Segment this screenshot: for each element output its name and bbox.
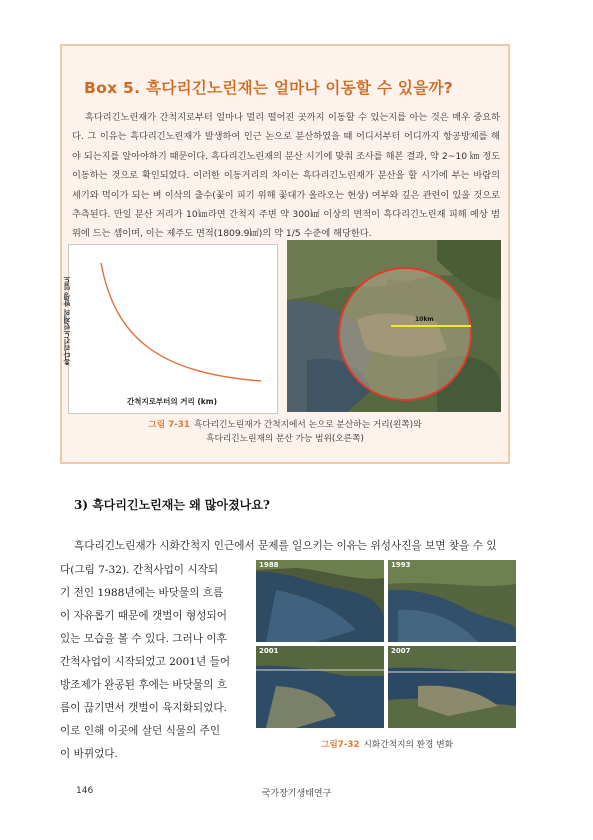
chart-x-label: 간척지로부터의 거리 (km) — [126, 397, 218, 406]
figure-7-31-caption — [60, 418, 510, 446]
map-scale-label: 10km — [415, 316, 434, 323]
body-line: 흑다리긴노린재가 시화간척지 인근에서 문제를 일으키는 이유는 위성사진을 보면 찾을 수 있 — [74, 540, 497, 552]
satellite-image-1988 — [256, 560, 384, 642]
aerial-photo-dispersal-range — [287, 240, 501, 412]
body-line: 이 바뀌었다. — [60, 748, 118, 760]
year-label: 1988 — [259, 561, 279, 569]
body-line: 름이 끊기면서 갯벌이 육지화되었다. — [60, 702, 227, 714]
year-label: 1993 — [391, 561, 411, 569]
body-line: 이로 인해 이곳에 살던 식물의 주인 — [60, 725, 221, 737]
body-line: 이 자유롭기 때문에 갯벌이 형성되어 — [60, 610, 227, 622]
caption-text: 시화간척지의 환경 변화 — [363, 740, 453, 750]
satellite-image-2001 — [256, 646, 384, 728]
aerial-photo-svg — [287, 240, 501, 412]
figure-7-32-caption — [256, 738, 518, 750]
satellite-2007-svg — [388, 646, 516, 728]
body-line: 있는 모습을 볼 수 있다. 그러나 이후 — [60, 633, 227, 645]
satellite-2001-svg — [256, 646, 384, 728]
body-line: 기 전인 1988년에는 바닷물의 흐름 — [60, 587, 224, 599]
density-chart — [68, 244, 278, 414]
section-heading: 3) 흑다리긴노린재는 왜 많아졌나요? — [74, 498, 270, 512]
figure-number: 그림 7-31 — [148, 420, 190, 430]
box-body — [72, 108, 500, 244]
satellite-1988-svg — [256, 560, 384, 642]
density-curve-svg — [69, 245, 277, 413]
year-label: 2001 — [259, 647, 279, 655]
satellite-image-2007 — [388, 646, 516, 728]
body-line: 방조제가 완공된 후에는 바닷물의 흐 — [60, 679, 227, 691]
figure-number: 그림7-32 — [321, 740, 360, 750]
page-number: 146 — [76, 786, 94, 796]
year-label: 2007 — [391, 647, 411, 655]
chart-y-label: 흑다리긴노린재의 발생 밀도 — [63, 276, 71, 366]
satellite-1993-svg — [388, 560, 516, 642]
running-title: 국가장기생태연구 — [261, 789, 332, 799]
box-title: Box 5. 흑다리긴노린재는 얼마나 이동할 수 있을까? — [84, 79, 454, 97]
box-paragraph: 흑다리긴노린재가 간척지로부터 얼마나 멀리 떨어진 곳까지 이동할 수 있는지를 아는 것은 매우 중요하다. 그 이유는 흑다리긴노린재가 발생하여 인근 논으로 분산하였을 때 어디서부터 어디까지 항공방제를 해야 되는지를 알아야하기 때문이다. 흑다리긴노린재의 분산 시기에 맞춰 조사를 해본 결과, 약 2~10 ㎞ 정도 이동하는 것으로 확인되었다. 이러한 이동거리의 차이는 흑다리긴노린재가 분산을 할 시기에 부는 바람의 세기와 먹이가 되는 벼 이삭의 출수(꽃이 피기 위해 꽃대가 올라오는 현상) 여부와 깊은 관련이 있을 것으로 추측된다. 만일 분산 거리가 10㎞라면 간척지 주변 약 300㎢ 이상의 면적이 흑다리긴노린재 피해 예상 범위에 드는 셈이며, 이는 제주도 면적(1809.9㎢)의 약 1/5 수준에 해당한다. — [72, 112, 500, 240]
caption-line-2: 흑다리긴노린재의 분산 가능 범위(오른쪽) — [206, 434, 364, 444]
body-line: 다(그림 7-32). 간척사업이 시작되 — [60, 564, 219, 576]
body-line: 간척사업이 시작되었고 2001년 들어 — [60, 656, 231, 668]
satellite-image-1993 — [388, 560, 516, 642]
density-curve — [101, 263, 261, 381]
caption-line-1: 흑다리긴노린재가 간척지에서 논으로 분산하는 거리(왼쪽)와 — [193, 420, 422, 430]
